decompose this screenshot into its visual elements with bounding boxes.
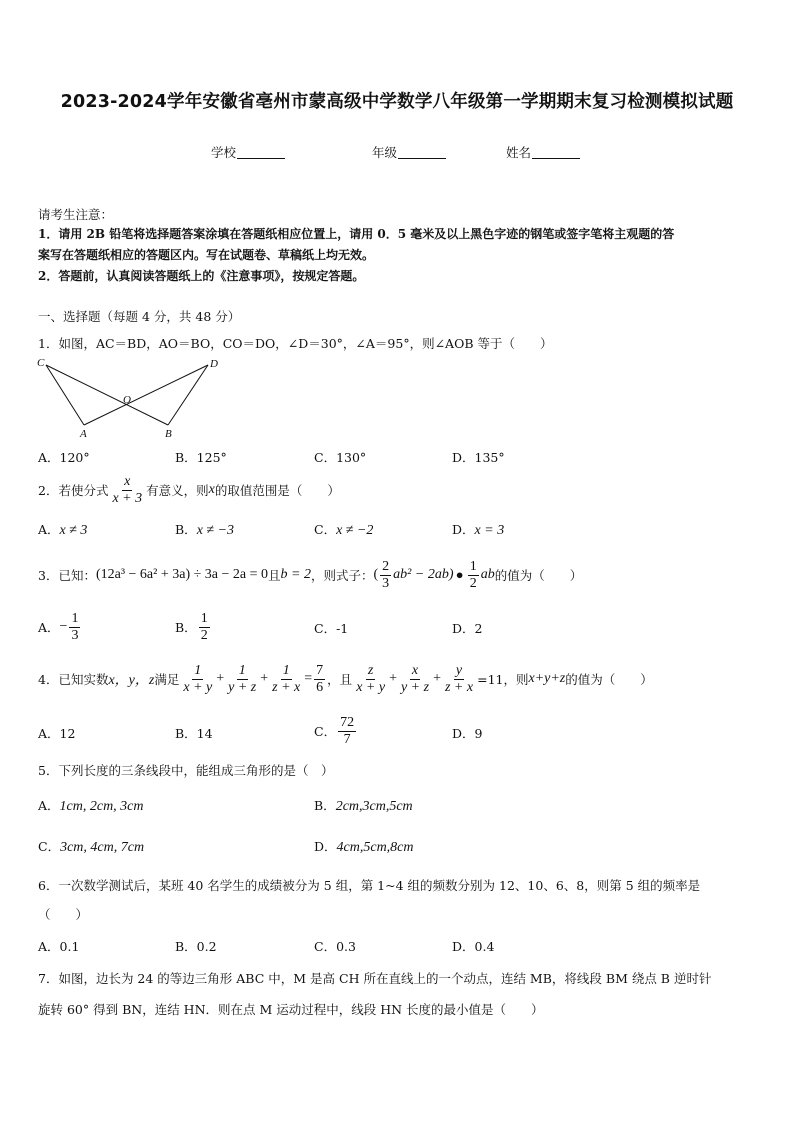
q3-expr3b: ab² − 2ab) xyxy=(393,567,454,582)
name-blank xyxy=(532,146,580,159)
q3-expr3a: ( xyxy=(373,567,379,582)
page-title: 2023-2024学年安徽省亳州市蒙高级中学数学八年级第一学期期末复习检测模拟试题 xyxy=(60,92,734,112)
q4-mid2: ，且 xyxy=(327,672,353,687)
q6-option-c: C．0.3 xyxy=(314,939,356,954)
q4-frac3: $\frac{1}{z + x}$ xyxy=(272,662,301,695)
q2-fraction-den: x + 3 xyxy=(112,490,143,506)
grade-blank xyxy=(398,146,446,159)
q1-segment-bd xyxy=(168,365,208,425)
q4-stem: 4．已知实数 x，y，z 满足 $\frac{1}{x + y}$ + $\frac{1}{y + z}$ + $\frac{1}{z + x}$ = $\frac{7}{6}$ ，且 $\frac{z}{x + y}$ + $\frac{x}{y + z}$ + $\frac{y}{z + x}$ =11，则 x+y+z 的值为（ ） xyxy=(38,662,653,695)
q1-figure xyxy=(34,355,224,441)
q4-post: 的值为（ ） xyxy=(565,672,653,687)
school-label: 学校 xyxy=(211,145,237,160)
notice-heading: 请考生注意： xyxy=(38,207,114,222)
q2-stem xyxy=(38,472,340,508)
q5-option-d: D．4cm,5cm,8cm xyxy=(314,839,414,855)
q3-expr3c: ab xyxy=(480,567,495,582)
q1-label-c: C xyxy=(37,357,45,369)
q4-option-d: D．9 xyxy=(452,726,483,741)
q6-line2: （ ） xyxy=(38,907,89,922)
q6-option-b: B．0.2 xyxy=(175,939,217,954)
q2-option-c: C．x ≠ −2 xyxy=(314,522,374,538)
q4-sum: x+y+z xyxy=(528,671,566,686)
q6-option-a: A．0.1 xyxy=(38,939,80,954)
q1-label-b: B xyxy=(165,428,172,440)
grade-label: 年级 xyxy=(372,145,398,160)
q3-fraction1-den: 3 xyxy=(382,575,390,591)
q4-eq2: =11，则 xyxy=(477,672,529,687)
q3-option-b: B． $\frac{1}{2}$ xyxy=(175,610,208,643)
q3-expr1: (12a³ − 6a² + 3a) ÷ 3a − 2a = 0 xyxy=(95,567,269,582)
notice-item1-line1: 1．请用 2B 铅笔将选择题答案涂填在答题纸相应位置上，请用 0．5 毫米及以上黑色字迹的钢笔或签字笔将主观题的答 xyxy=(38,227,675,241)
q3-expr2: b = 2 xyxy=(280,567,311,582)
q7-line1: 7．如图，边长为 24 的等边三角形 ABC 中，M 是高 CH 所在直线上的一个动点，连结 MB，将线段 BM 绕点 B 逆时针 xyxy=(38,971,712,986)
q3-fraction1-num: 2 xyxy=(382,558,390,574)
q1-option-d: D．135° xyxy=(452,450,505,465)
name-label: 姓名 xyxy=(506,145,532,160)
q6-option-d: D．0.4 xyxy=(452,939,495,954)
q3-stem xyxy=(38,556,582,594)
q2-option-b: B．x ≠ −3 xyxy=(175,522,235,538)
q3-fraction2-num: 1 xyxy=(469,558,477,574)
q3-pre: 3．已知： xyxy=(38,568,96,583)
q2-option-d: D．x = 3 xyxy=(452,522,505,538)
q2-pre: 2．若使分式 xyxy=(38,483,109,498)
q1-label-a: A xyxy=(80,428,87,440)
q5-option-a: A．1cm, 2cm, 3cm xyxy=(38,798,144,814)
grade-field xyxy=(372,143,446,161)
q3-fraction2-den: 2 xyxy=(469,575,477,591)
q2-fraction-num: x xyxy=(124,473,131,489)
notice-item2: 2．答题前，认真阅读答题纸上的《注意事项》，按规定答题。 xyxy=(38,269,365,283)
q1-option-b: B．125° xyxy=(175,450,227,465)
q4-option-a: A．12 xyxy=(38,726,76,741)
q2-fraction xyxy=(110,474,144,507)
q4-result: $\frac{7}{6}$ xyxy=(316,662,324,695)
q4-option-c: C． $\frac{72}{7}$ xyxy=(314,714,355,747)
q1-option-c: C．130° xyxy=(314,450,367,465)
q2-var: x xyxy=(208,482,215,497)
q5-option-c: C．3cm, 4cm, 7cm xyxy=(38,839,145,855)
q4-frac1: $\frac{1}{x + y}$ xyxy=(183,662,213,695)
q2-post2: 的取值范围是（ ） xyxy=(214,483,340,498)
q3-dot: • xyxy=(454,565,465,585)
q3-post: 的值为（ ） xyxy=(494,568,583,583)
q3-option-c: C．-1 xyxy=(314,621,349,636)
school-field xyxy=(211,143,285,161)
q3-option-d: D．2 xyxy=(452,621,483,636)
q1-label-o: O xyxy=(123,394,131,406)
q3-fraction2 xyxy=(468,559,479,592)
q4-pre: 4．已知实数 xyxy=(38,672,109,687)
q4-frac2: $\frac{1}{y + z}$ xyxy=(228,662,257,695)
q4-frac4: $\frac{z}{x + y}$ xyxy=(356,662,386,695)
q2-post: 有意义，则 xyxy=(146,483,209,498)
q3-fraction1 xyxy=(380,559,391,592)
q3-option-a: A． − $\frac{1}{3}$ xyxy=(38,610,79,643)
q7-line2: 旋转 60° 得到 BN，连结 HN．则在点 M 运动过程中，线段 HN 长度的最小值是（ ） xyxy=(38,1002,544,1017)
q6-line1: 6．一次数学测试后，某班 40 名学生的成绩被分为 5 组，第 1~4 组的频数分别为 12、10、6、8，则第 5 组的频率是 xyxy=(38,878,701,893)
q1-label-d: D xyxy=(210,358,218,370)
q3-mid2: ，则式子： xyxy=(310,568,374,583)
q4-vars: x，y，z xyxy=(108,673,155,688)
notice-item1-line2: 案写在答题纸相应的答题区内。写在试题卷、草稿纸上均无效。 xyxy=(38,248,375,262)
q3-mid: 且 xyxy=(268,568,281,583)
q1-segment-cb xyxy=(46,365,168,425)
q4-mid: 满足 xyxy=(154,672,180,687)
q4-frac5: $\frac{x}{y + z}$ xyxy=(400,662,430,695)
name-field xyxy=(506,143,580,161)
q2-option-a: A．x ≠ 3 xyxy=(38,522,88,538)
school-blank xyxy=(237,146,285,159)
q1-option-a: A．120° xyxy=(38,450,90,465)
q4-frac6: $\frac{y}{z + x}$ xyxy=(444,662,474,695)
q1-stem: 1．如图，AC＝BD，AO＝BO，CO＝DO，∠D＝30°，∠A＝95°，则∠AOB 等于（ ） xyxy=(38,336,553,351)
q5-option-b: B．2cm,3cm,5cm xyxy=(314,798,413,814)
section-heading: 一、选择题（每题 4 分，共 48 分） xyxy=(38,309,241,324)
q1-segment-ad xyxy=(84,365,208,425)
q4-option-b: B．14 xyxy=(175,726,213,741)
q5-stem: 5．下列长度的三条线段中，能组成三角形的是（ ） xyxy=(38,763,334,778)
